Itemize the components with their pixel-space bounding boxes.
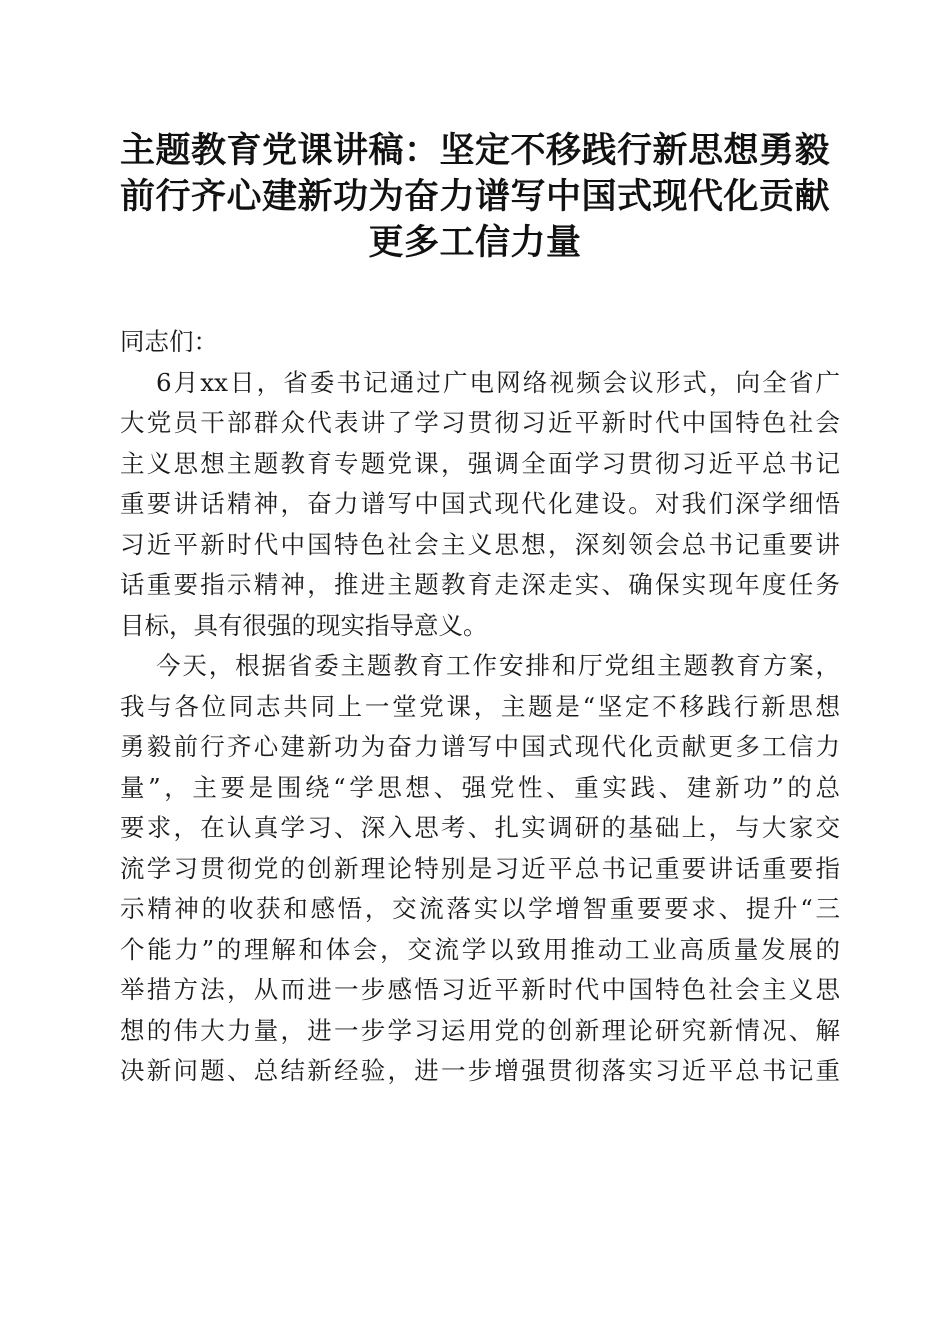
paragraph-line: 量”，主要是围绕“学思想、强党性、重实践、建新功”的总 (120, 772, 840, 802)
paragraph-line: 话重要指示精神，推进主题教育走深走实、确保实现年度任务 (120, 570, 840, 599)
title-line: 前行齐心建新功为奋力谱写中国式现代化贡献 (119, 176, 830, 217)
document-title (100, 128, 850, 266)
paragraph-1 (120, 363, 840, 647)
paragraph-line: 流学习贯彻党的创新理论特别是习近平总书记重要讲话重要指 (120, 853, 840, 883)
paragraph-line: 勇毅前行齐心建新功为奋力谱写中国式现代化贡献更多工信力 (120, 732, 840, 761)
paragraph-line: 6月xx日，省委书记通过广电网络视频会议形式，向全省广 (156, 367, 840, 397)
paragraph-line: 举措方法，从而进一步感悟习近平新时代中国特色社会主义思 (120, 975, 840, 1004)
title-line: 主题教育党课讲稿：坚定不移践行新思想勇毅 (119, 130, 830, 171)
paragraph-line: 目标，具有很强的现实指导意义。 (120, 610, 488, 640)
paragraph-line: 我与各位同志共同上一堂党课，主题是“坚定不移践行新思想 (120, 691, 840, 721)
paragraph-line: 要求，在认真学习、深入思考、扎实调研的基础上，与大家交 (120, 813, 840, 842)
paragraph-line: 想的伟大力量，进一步学习运用党的创新理论研究新情况、解 (120, 1015, 840, 1045)
salutation: 同志们： (120, 327, 218, 356)
paragraph-line: 重要讲话精神，奋力谱写中国式现代化建设。对我们深学细悟 (120, 489, 840, 518)
paragraph-line: 习近平新时代中国特色社会主义思想，深刻领会总书记重要讲 (120, 529, 840, 559)
title-line: 更多工信力量 (368, 222, 582, 263)
paragraph-line: 示精神的收获和感悟，交流落实以学增智重要要求、提升“三 (120, 894, 840, 923)
document-body (120, 322, 840, 1092)
paragraph-line: 个能力”的理解和体会，交流学以致用推动工业高质量发展的 (120, 934, 840, 964)
paragraph-line: 今天，根据省委主题教育工作安排和厅党组主题教育方案， (156, 651, 840, 680)
paragraph-2 (120, 646, 840, 1092)
paragraph-line: 决新问题、总结新经验，进一步增强贯彻落实习近平总书记重 (120, 1056, 840, 1085)
paragraph-line: 主义思想主题教育专题党课，强调全面学习贯彻习近平总书记 (120, 448, 840, 478)
paragraph-line: 大党员干部群众代表讲了学习贯彻习近平新时代中国特色社会 (120, 408, 840, 437)
